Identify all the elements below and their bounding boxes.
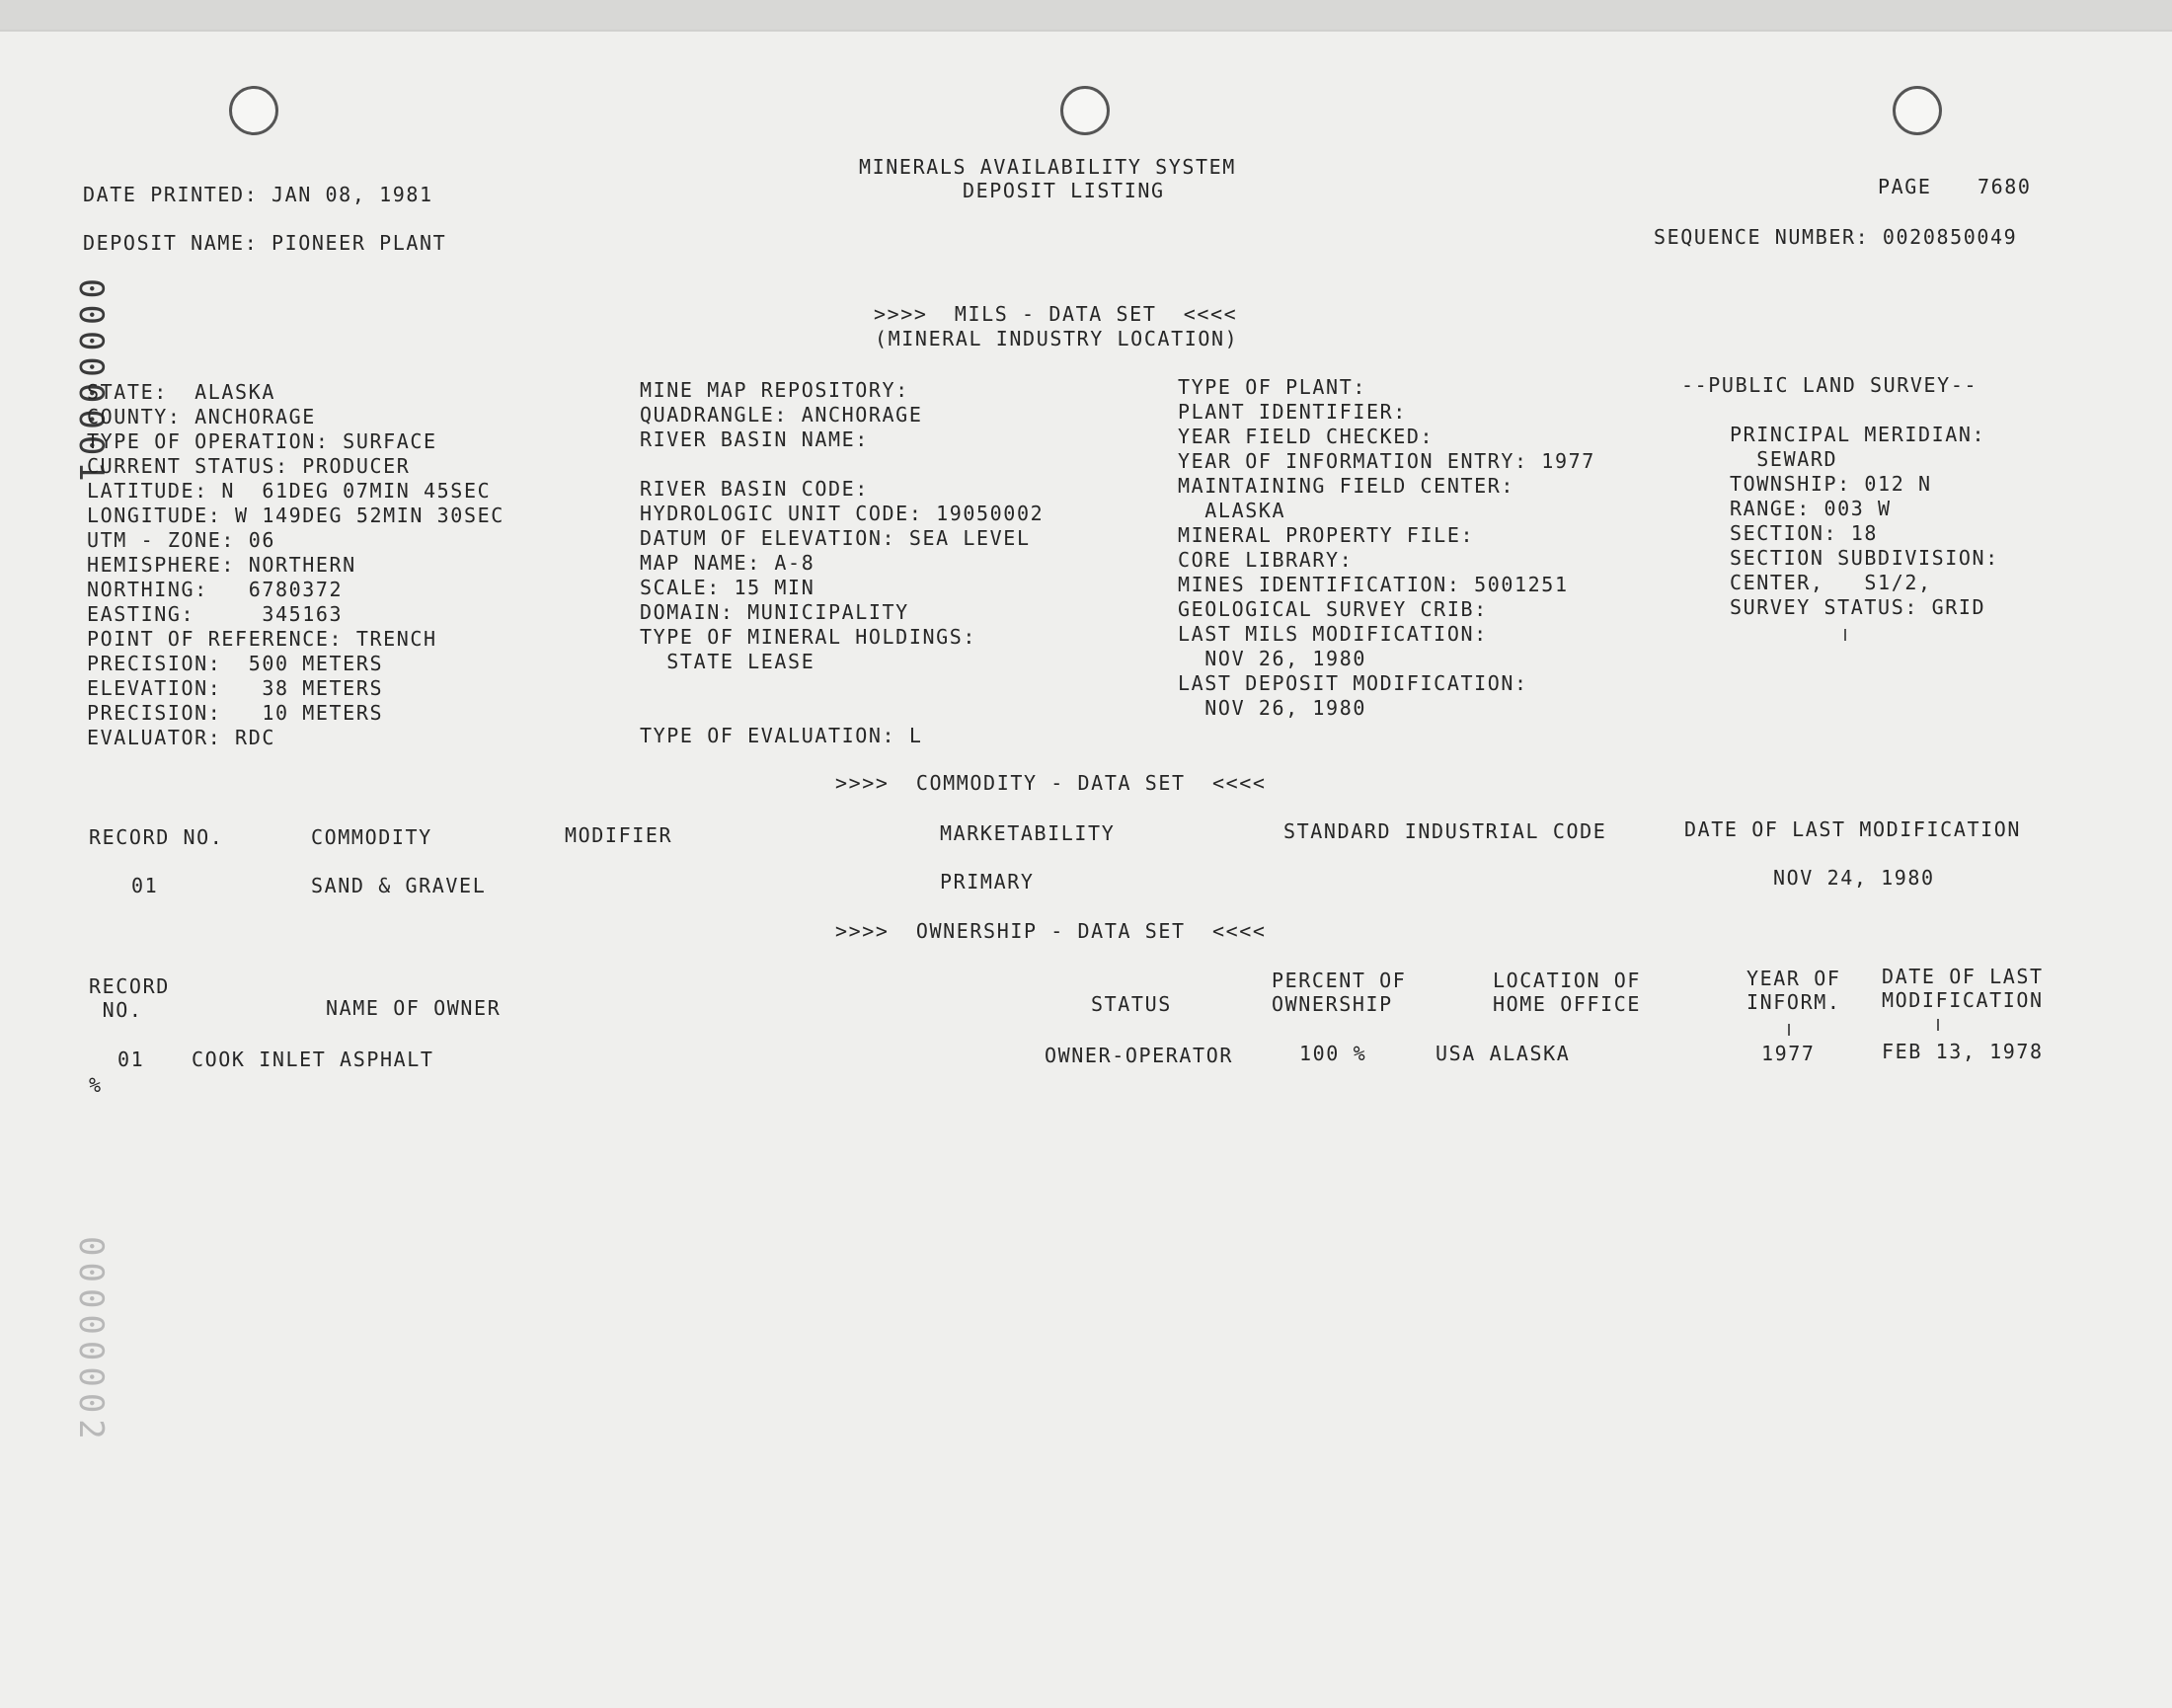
mils-field: SECTION SUBDIVISION: [1730,546,1999,570]
column-header: STANDARD INDUSTRIAL CODE [1283,819,1607,843]
mils-subtitle: (MINERAL INDUSTRY LOCATION) [875,327,1239,350]
record-no-cell: 01 [131,874,159,897]
mils-field: LAST MILS MODIFICATION: [1178,622,1488,646]
print-tick-mark [1937,1019,1939,1031]
mils-field: DATUM OF ELEVATION: SEA LEVEL [640,526,1031,550]
ownership-title: >>>> OWNERSHIP - DATA SET <<<< [835,919,1267,943]
sequence-number: SEQUENCE NUMBER: 0020850049 [1654,225,2018,249]
binder-hole [1060,86,1110,135]
page-number: 7680 [1978,175,2032,198]
mils-field: MINES IDENTIFICATION: 5001251 [1178,573,1569,596]
column-header: INFORM. [1746,990,1841,1014]
mils-field: HYDROLOGIC UNIT CODE: 19050002 [640,502,1045,525]
binder-hole [229,86,278,135]
margin-stamp-top: 00000001 [71,278,111,488]
page-label: PAGE [1878,175,1932,198]
mils-field: LATITUDE: N 61DEG 07MIN 45SEC [87,479,492,503]
margin-stamp-bottom: 00000002 [71,1236,111,1445]
mils-field: RANGE: 003 W [1730,497,1892,520]
mils-field: SCALE: 15 MIN [640,576,815,599]
mils-field: RIVER BASIN NAME: [640,427,869,451]
last-mod-cell: FEB 13, 1978 [1882,1040,2044,1063]
mils-title: >>>> MILS - DATA SET <<<< [874,302,1238,326]
deposit-name: DEPOSIT NAME: PIONEER PLANT [83,231,447,255]
mils-field: COUNTY: ANCHORAGE [87,405,316,428]
column-header: MODIFIER [565,823,673,847]
public-land-survey-title: --PUBLIC LAND SURVEY-- [1681,373,1978,397]
column-header: HOME OFFICE [1493,992,1642,1016]
mils-field: YEAR FIELD CHECKED: [1178,425,1435,448]
mils-field: NORTHING: 6780372 [87,578,344,601]
column-header: MARKETABILITY [940,821,1116,845]
mils-field: EVALUATOR: RDC [87,726,275,749]
mils-field: DOMAIN: MUNICIPALITY [640,600,909,624]
percent-cell: 100 % [1299,1042,1367,1065]
column-header: COMMODITY [311,825,432,849]
mils-field: CENTER, S1/2, [1730,571,1932,594]
mils-field: CURRENT STATUS: PRODUCER [87,454,411,478]
mils-field: STATE: ALASKA [87,380,275,404]
commodity-cell: SAND & GRAVEL [311,874,487,897]
mils-field: HEMISPHERE: NORTHERN [87,553,356,577]
mils-field: PLANT IDENTIFIER: [1178,400,1407,424]
mils-field: SECTION: 18 [1730,521,1879,545]
mils-field: NOV 26, 1980 [1178,647,1366,670]
mils-field: EASTING: 345163 [87,602,344,626]
mils-field: LONGITUDE: W 149DEG 52MIN 30SEC [87,504,504,527]
mils-field: GEOLOGICAL SURVEY CRIB: [1178,597,1488,621]
column-header: RECORD [89,974,170,998]
mils-field: RIVER BASIN CODE: [640,477,869,501]
commodity-title: >>>> COMMODITY - DATA SET <<<< [835,771,1267,795]
print-tick-mark [1844,629,1846,641]
mils-field: ALASKA [1178,499,1286,522]
binder-hole [1893,86,1942,135]
listing-title: DEPOSIT LISTING [963,179,1165,202]
mils-field: LAST DEPOSIT MODIFICATION: [1178,671,1528,695]
mils-field: MINE MAP REPOSITORY: [640,378,909,402]
mils-field: SEWARD [1730,447,1838,471]
mils-field: POINT OF REFERENCE: TRENCH [87,627,437,651]
year-cell: 1977 [1761,1042,1816,1065]
mils-field: YEAR OF INFORMATION ENTRY: 1977 [1178,449,1595,473]
column-header: NAME OF OWNER [326,996,502,1020]
status-cell: OWNER-OPERATOR [1045,1044,1233,1067]
record-no-cell: 01 [117,1048,145,1071]
column-header: RECORD NO. [89,825,224,849]
owner-cell: COOK INLET ASPHALT [192,1048,434,1071]
system-title: MINERALS AVAILABILITY SYSTEM [859,155,1236,179]
mils-field: ELEVATION: 38 METERS [87,676,384,700]
mils-field: CORE LIBRARY: [1178,548,1354,572]
column-header: PERCENT OF [1272,969,1407,992]
end-of-record-mark: % [89,1073,103,1097]
column-header: MODIFICATION [1882,988,2044,1012]
mils-field: QUADRANGLE: ANCHORAGE [640,403,923,427]
column-header: DATE OF LAST [1882,965,2044,988]
mils-field: MAINTAINING FIELD CENTER: [1178,474,1515,498]
column-header: DATE OF LAST MODIFICATION [1684,817,2022,841]
mils-field: TYPE OF EVALUATION: L [640,724,923,747]
column-header: NO. [89,998,143,1022]
mils-field: TOWNSHIP: 012 N [1730,472,1932,496]
mils-field: PRECISION: 10 METERS [87,701,384,725]
mils-field: MINERAL PROPERTY FILE: [1178,523,1475,547]
column-header: STATUS [1091,992,1172,1016]
last-mod-cell: NOV 24, 1980 [1773,866,1935,890]
date-printed: DATE PRINTED: JAN 08, 1981 [83,183,433,206]
column-header: OWNERSHIP [1272,992,1393,1016]
mils-field: UTM - ZONE: 06 [87,528,275,552]
column-header: LOCATION OF [1493,969,1642,992]
marketability-cell: PRIMARY [940,870,1035,893]
mils-field: PRECISION: 500 METERS [87,652,384,675]
mils-field: TYPE OF PLANT: [1178,375,1366,399]
mils-field: TYPE OF OPERATION: SURFACE [87,429,437,453]
mils-field: TYPE OF MINERAL HOLDINGS: [640,625,977,649]
mils-field: MAP NAME: A-8 [640,551,815,575]
print-tick-mark [1788,1024,1790,1036]
mils-field: SURVEY STATUS: GRID [1730,595,1986,619]
mils-field: PRINCIPAL MERIDIAN: [1730,423,1986,446]
mils-field: STATE LEASE [640,650,815,673]
location-cell: USA ALASKA [1435,1042,1571,1065]
mils-field: NOV 26, 1980 [1178,696,1366,720]
column-header: YEAR OF [1746,967,1841,990]
